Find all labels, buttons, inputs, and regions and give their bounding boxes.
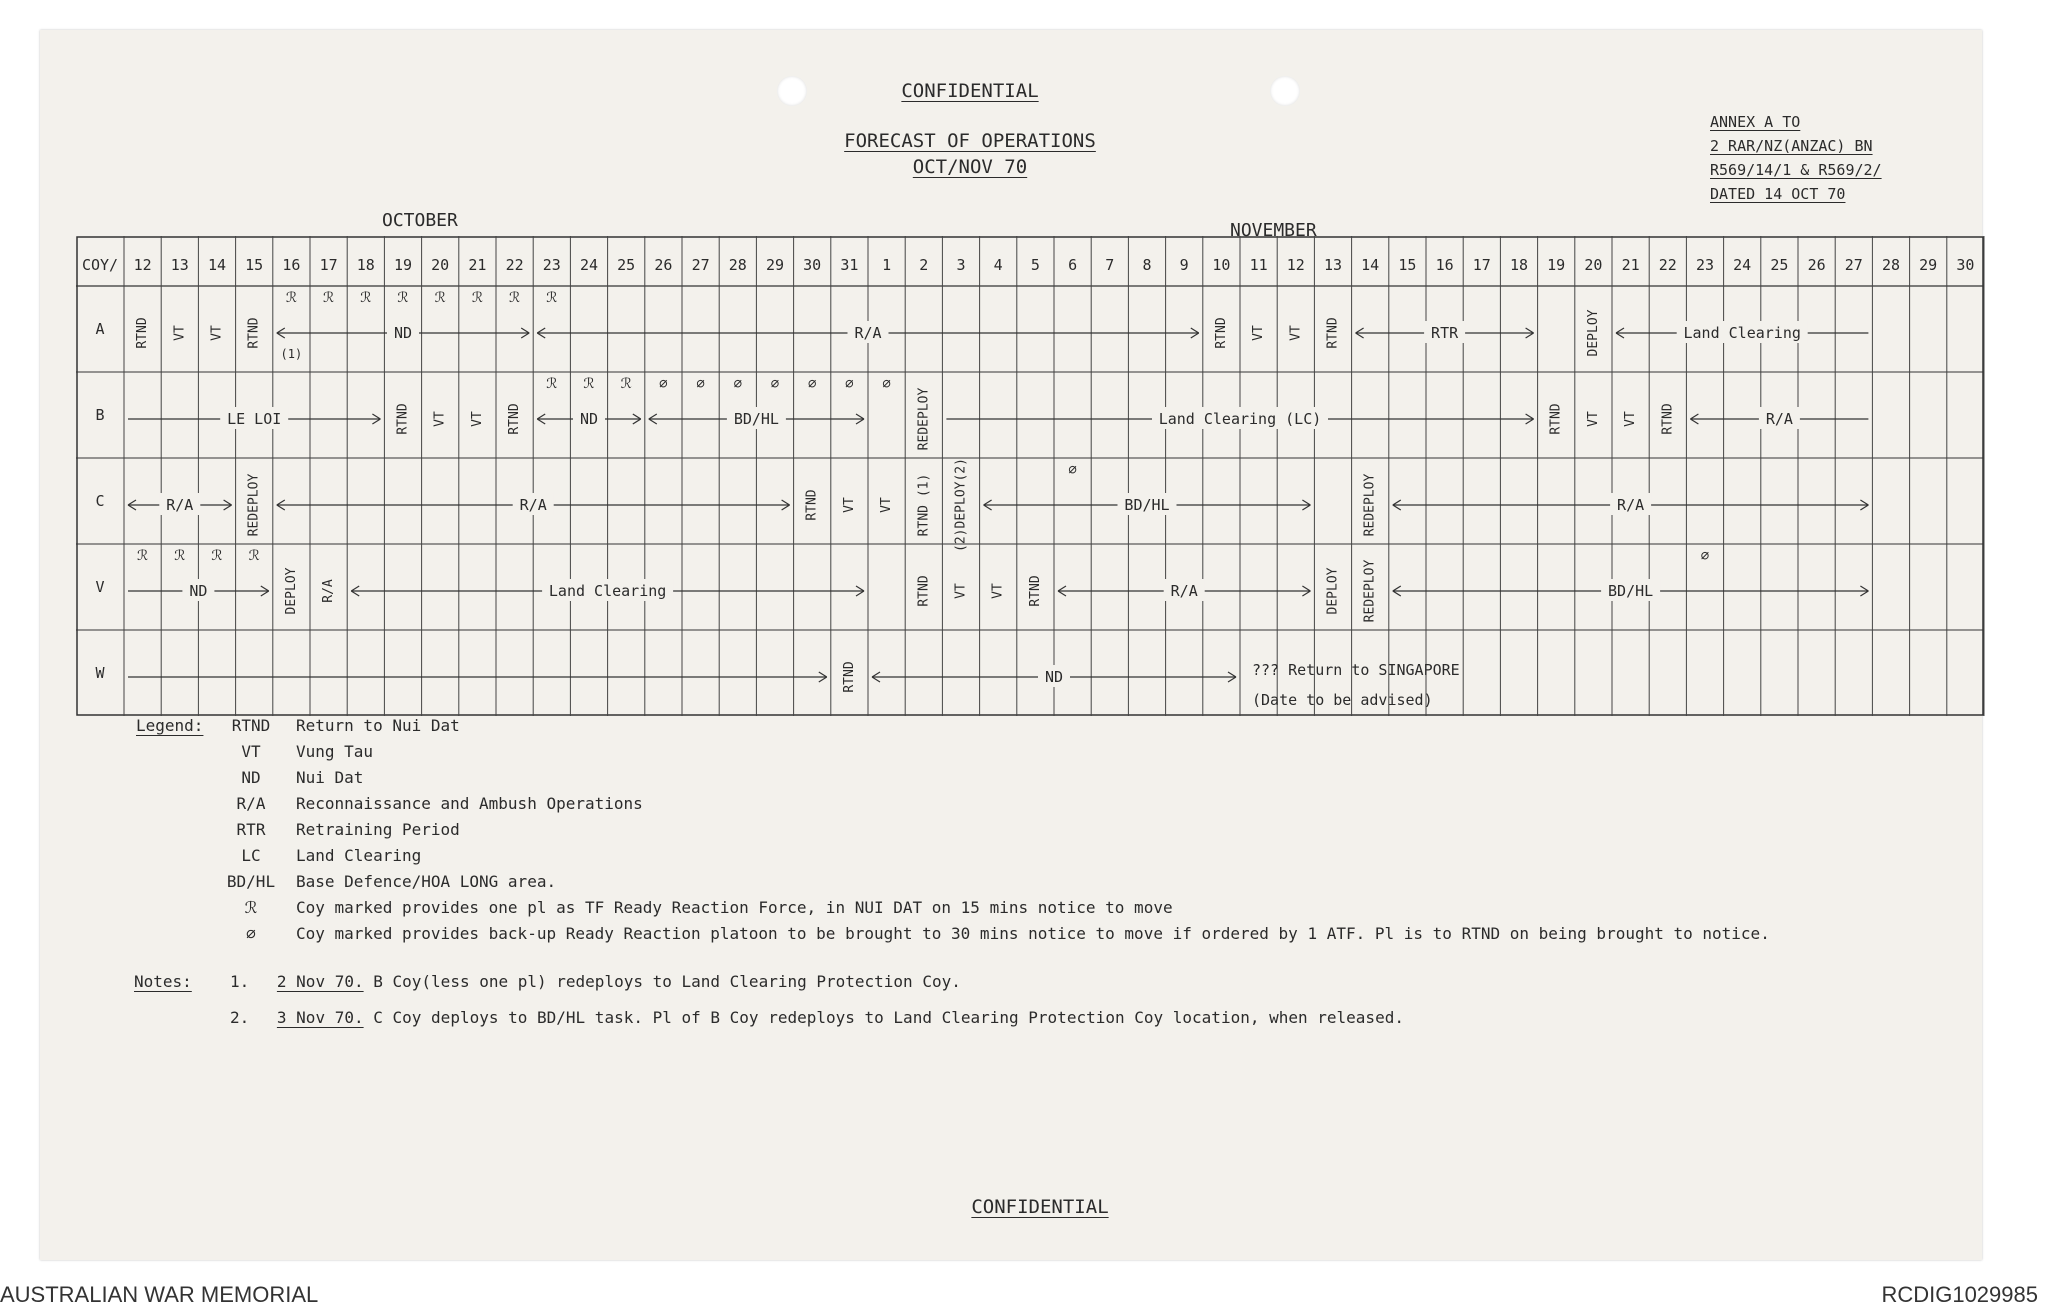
annex-reference xyxy=(1710,110,1882,206)
vertical-cell-text: VT xyxy=(1288,325,1304,341)
vertical-cell-text: DEPLOY xyxy=(283,567,299,615)
legend-value: Reconnaissance and Ambush Operations xyxy=(296,794,643,813)
vertical-cell-text: RTND xyxy=(841,661,857,693)
vertical-cell-text: R/A xyxy=(321,579,337,603)
legend-value: Coy marked provides back-up Ready Reaction platoon to be brought to 30 mins notice to move if ordered by 1 ATF. Pl is to RTND on being brought to notice. xyxy=(296,924,1770,943)
day-label: 22 xyxy=(1658,256,1677,274)
day-label: 2 xyxy=(919,256,929,274)
note-date: 2 Nov 70. xyxy=(276,972,364,991)
day-label: 25 xyxy=(1770,256,1789,274)
legend-value: Base Defence/HOA LONG area. xyxy=(296,872,557,891)
day-label: 28 xyxy=(1881,256,1901,274)
day-label: 14 xyxy=(1361,256,1380,274)
readiness-mark: ℛ xyxy=(285,290,297,306)
vertical-cell-text: VT xyxy=(953,583,969,599)
readiness-mark: ∅ xyxy=(1700,548,1710,564)
day-label: 4 xyxy=(993,256,1003,274)
vertical-cell-text: RTND xyxy=(1213,317,1229,349)
readiness-mark: ∅ xyxy=(1068,462,1077,478)
annex-line: R569/14/1 & R569/2/ xyxy=(1710,161,1882,179)
span-label: R/A xyxy=(854,324,882,342)
legend-key: VT xyxy=(241,742,261,761)
day-label: 27 xyxy=(691,256,710,274)
readiness-mark: ∅ xyxy=(733,376,743,392)
span-label: Land Clearing xyxy=(548,582,667,600)
legend-key: ND xyxy=(241,768,261,787)
span-label: Land Clearing xyxy=(1683,324,1801,342)
day-label: 15 xyxy=(245,256,264,274)
day-label: 23 xyxy=(1695,256,1715,274)
day-label: 1 xyxy=(882,256,892,274)
span-label: ND xyxy=(1044,668,1064,686)
readiness-mark: ℛ xyxy=(360,290,372,306)
vertical-cell-text: VT xyxy=(209,325,225,341)
readiness-mark: ℛ xyxy=(397,290,409,306)
day-label: 19 xyxy=(393,256,413,274)
note-number: 1. xyxy=(230,972,250,991)
readiness-mark: ∅ xyxy=(770,376,780,392)
legend-title: Legend: xyxy=(136,716,204,735)
vertical-cell-text: RTND xyxy=(1660,403,1676,435)
vertical-cell-text: RTND xyxy=(1325,317,1341,349)
span-label: R/A xyxy=(1765,410,1793,428)
operations-grid xyxy=(76,236,1975,709)
day-label: 17 xyxy=(319,256,338,274)
company-label: C xyxy=(95,492,105,510)
footer-id: RCDIG1029985 xyxy=(1881,1282,2038,1307)
vertical-cell-text: VT xyxy=(432,411,448,427)
span-label: BD/HL xyxy=(733,410,779,428)
month-november: NOVEMBER xyxy=(1230,220,1317,241)
readiness-mark: ∅ xyxy=(659,376,668,392)
annex-line: ANNEX A TO xyxy=(1710,113,1801,131)
note-number: 2. xyxy=(230,1008,250,1027)
legend-key: RTR xyxy=(236,820,266,839)
day-label: 11 xyxy=(1249,256,1268,274)
day-label: 3 xyxy=(956,256,966,274)
day-label: 18 xyxy=(356,256,375,274)
readiness-mark: ℛ xyxy=(620,376,632,392)
company-label: A xyxy=(95,320,105,338)
day-label: 13 xyxy=(170,256,189,274)
vertical-cell-text: RTND xyxy=(1027,575,1043,607)
punch-hole xyxy=(1270,76,1300,106)
day-label: 30 xyxy=(1956,256,1975,274)
vertical-cell-text: RTND xyxy=(804,489,820,521)
day-label: 6 xyxy=(1068,256,1078,274)
legend-value: Return to Nui Dat xyxy=(296,716,460,735)
span-label: LE LOI xyxy=(227,410,282,428)
corner-label: COY/ xyxy=(81,256,119,274)
day-label: 27 xyxy=(1844,256,1863,274)
readiness-mark: ℛ xyxy=(546,290,558,306)
vertical-cell-text: VT xyxy=(841,497,857,513)
span-label: Land Clearing (LC) xyxy=(1158,410,1322,428)
notes-title: Notes: xyxy=(134,972,192,991)
span-label: R/A xyxy=(519,496,547,514)
readiness-mark: ℛ xyxy=(137,548,149,564)
grid-border xyxy=(77,237,1983,715)
day-label: 21 xyxy=(1621,256,1640,274)
span-label: ND xyxy=(579,410,599,428)
day-label: 15 xyxy=(1398,256,1417,274)
legend-key: LC xyxy=(241,846,261,865)
vertical-cell-text: RTND xyxy=(135,317,151,349)
day-label: 12 xyxy=(1286,256,1305,274)
legend-value: Nui Dat xyxy=(296,768,364,787)
readiness-mark: ℛ xyxy=(323,290,335,306)
day-label: 29 xyxy=(765,256,785,274)
day-label: 9 xyxy=(1179,256,1189,274)
day-label: 28 xyxy=(728,256,747,274)
day-label: 26 xyxy=(654,256,673,274)
note-text: B Coy(less one pl) redeploys to Land Clearing Protection Coy. xyxy=(373,972,961,991)
span-label: BD/HL xyxy=(1124,496,1170,514)
vertical-cell-text: REDEPLOY xyxy=(916,387,932,451)
legend-key: BD/HL xyxy=(226,872,276,891)
company-label: B xyxy=(95,406,105,424)
day-label: 17 xyxy=(1472,256,1491,274)
vertical-cell-text: VT xyxy=(1585,411,1601,427)
day-label: 22 xyxy=(505,256,524,274)
legend-value: Retraining Period xyxy=(296,820,460,839)
day-label: 20 xyxy=(431,256,450,274)
span-label: R/A xyxy=(166,496,194,514)
classification-bottom: CONFIDENTIAL xyxy=(971,1196,1109,1218)
note-date: 3 Nov 70. xyxy=(276,1008,364,1027)
legend-value: Land Clearing xyxy=(296,846,422,865)
legend-value: Vung Tau xyxy=(296,742,374,761)
day-label: 10 xyxy=(1212,256,1231,274)
day-label: 12 xyxy=(133,256,152,274)
day-label: 26 xyxy=(1807,256,1826,274)
span-label: ND xyxy=(393,324,413,342)
vertical-cell-text: RTND xyxy=(507,403,523,435)
annex-line: 2 RAR/NZ(ANZAC) BN xyxy=(1710,137,1873,155)
span-label: RTR xyxy=(1431,324,1459,342)
note-text: C Coy deploys to BD/HL task. Pl of B Coy redeploys to Land Clearing Protection Coy location, when released. xyxy=(373,1008,1404,1027)
legend-value: Coy marked provides one pl as TF Ready Reaction Force, in NUI DAT on 15 mins notice to move xyxy=(296,898,1173,917)
classification-top: CONFIDENTIAL xyxy=(901,80,1039,102)
span-label: BD/HL xyxy=(1608,582,1654,600)
day-label: 14 xyxy=(207,256,227,274)
legend-key: RTND xyxy=(231,716,271,735)
span-label: R/A xyxy=(1617,496,1645,514)
readiness-mark: ℛ xyxy=(434,290,446,306)
day-label: 25 xyxy=(617,256,636,274)
day-label: 16 xyxy=(282,256,301,274)
readiness-mark: ℛ xyxy=(211,548,223,564)
note-2 xyxy=(230,1008,1404,1027)
day-label: 18 xyxy=(1509,256,1529,274)
vertical-cell-text: REDEPLOY xyxy=(1362,473,1378,537)
span-label: R/A xyxy=(1170,582,1198,600)
grid-svg xyxy=(76,236,1975,709)
day-label: 20 xyxy=(1584,256,1603,274)
punch-hole xyxy=(777,76,807,106)
readiness-mark: ℛ xyxy=(174,548,186,564)
vertical-cell-text: REDEPLOY xyxy=(246,473,262,537)
vertical-cell-text: VT xyxy=(172,325,188,341)
vertical-cell-text: DEPLOY xyxy=(1325,567,1341,615)
cell-note: (1) xyxy=(280,347,303,361)
day-label: 19 xyxy=(1547,256,1566,274)
legend-key: R/A xyxy=(236,794,266,813)
vertical-cell-text: DEPLOY xyxy=(1585,309,1601,357)
span-label: (Date to be advised) xyxy=(1252,691,1433,709)
footer-credit: AUSTRALIAN WAR MEMORIAL xyxy=(0,1282,319,1307)
vertical-cell-text: VT xyxy=(990,583,1006,599)
note-1 xyxy=(230,972,961,991)
day-label: 21 xyxy=(468,256,487,274)
day-label: 16 xyxy=(1435,256,1454,274)
readiness-mark: ℛ xyxy=(583,376,595,392)
day-label: 7 xyxy=(1105,256,1115,274)
span-label: ND xyxy=(189,582,208,600)
day-label: 13 xyxy=(1323,256,1343,274)
readiness-mark: ℛ xyxy=(546,376,558,392)
day-label: 23 xyxy=(542,256,561,274)
day-label: 24 xyxy=(1733,256,1752,274)
vertical-cell-text: (2)DEPLOY(2) xyxy=(953,458,969,552)
company-label: W xyxy=(95,664,105,682)
legend-key: ℛ xyxy=(244,898,258,917)
span-label: ??? Return to SINGAPORE xyxy=(1252,661,1460,679)
day-label: 5 xyxy=(1030,256,1040,274)
vertical-cell-text: RTND xyxy=(246,317,262,349)
vertical-cell-text: VT xyxy=(1623,411,1639,427)
vertical-cell-text: REDEPLOY xyxy=(1362,559,1378,623)
vertical-cell-text: VT xyxy=(879,497,895,513)
day-label: 30 xyxy=(803,256,822,274)
annex-line: DATED 14 OCT 70 xyxy=(1710,185,1846,203)
vertical-cell-text: RTND xyxy=(395,403,411,435)
readiness-mark: ∅ xyxy=(807,376,817,392)
legend-key: ∅ xyxy=(246,924,256,943)
readiness-mark: ℛ xyxy=(471,290,483,306)
readiness-mark: ℛ xyxy=(248,548,260,564)
vertical-cell-text: VT xyxy=(1251,325,1267,341)
vertical-cell-text: RTND (1) xyxy=(916,473,932,537)
vertical-cell-text: RTND xyxy=(916,575,932,607)
doc-subtitle: OCT/NOV 70 xyxy=(912,156,1028,178)
readiness-mark: ∅ xyxy=(882,376,891,392)
month-october: OCTOBER xyxy=(382,210,458,231)
company-label: V xyxy=(95,578,105,596)
readiness-mark: ∅ xyxy=(845,376,854,392)
day-label: 31 xyxy=(840,256,859,274)
day-label: 8 xyxy=(1142,256,1152,274)
readiness-mark: ∅ xyxy=(696,376,705,392)
doc-title: FORECAST OF OPERATIONS xyxy=(844,130,1096,152)
readiness-mark: ℛ xyxy=(509,290,521,306)
day-label: 24 xyxy=(579,256,599,274)
vertical-cell-text: VT xyxy=(469,411,485,427)
day-label: 29 xyxy=(1919,256,1938,274)
vertical-cell-text: RTND xyxy=(1548,403,1564,435)
